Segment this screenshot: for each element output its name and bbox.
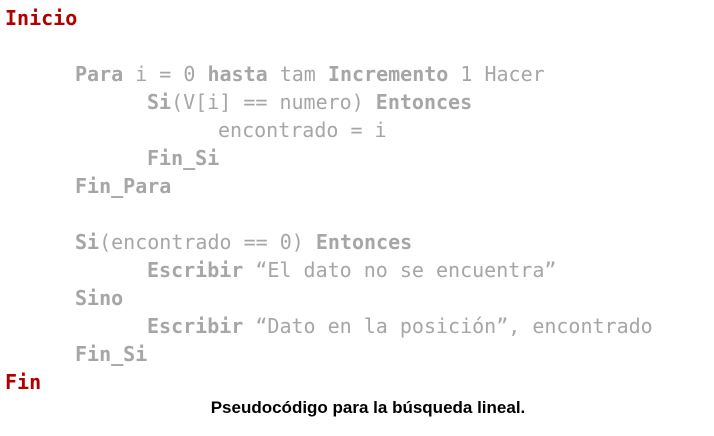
- code-text: (encontrado == 0): [99, 230, 316, 254]
- code-text: 1 Hacer: [448, 62, 545, 86]
- code-text: i = 0: [123, 62, 208, 86]
- code-text: “El dato no se encuentra”: [243, 258, 557, 282]
- code-text: tam: [267, 62, 328, 86]
- kw-incremento: Incremento: [327, 62, 449, 86]
- code-line-assign: encontrado = i: [218, 118, 387, 142]
- kw-para: Para: [75, 62, 124, 86]
- figure-caption: Pseudocódigo para la búsqueda lineal.: [210, 398, 526, 417]
- kw-escribir: Escribir: [147, 314, 244, 338]
- kw-entonces: Entonces: [315, 230, 413, 254]
- kw-entonces: Entonces: [375, 90, 473, 114]
- code-line-escribir-2: [147, 314, 653, 338]
- code-text: “Dato en la posición”, encontrado: [243, 314, 653, 338]
- code-line-sino: Sino: [75, 286, 124, 310]
- code-inicio: Inicio: [5, 6, 78, 30]
- code-fin: Fin: [5, 370, 42, 394]
- code-text: (V[i] == numero): [171, 90, 376, 114]
- kw-si: Si: [75, 230, 100, 254]
- kw-si: Si: [147, 90, 172, 114]
- kw-hasta: hasta: [207, 62, 268, 86]
- code-line-si-2: [75, 230, 412, 254]
- code-line-fin-para: Fin_Para: [75, 174, 172, 198]
- code-line-escribir-1: [147, 258, 556, 282]
- code-line-fin-si-1: Fin_Si: [147, 146, 220, 170]
- code-line-fin-si-2: Fin_Si: [75, 342, 148, 366]
- code-line-si-1: [147, 90, 472, 114]
- kw-escribir: Escribir: [147, 258, 244, 282]
- code-line-para: [75, 62, 545, 86]
